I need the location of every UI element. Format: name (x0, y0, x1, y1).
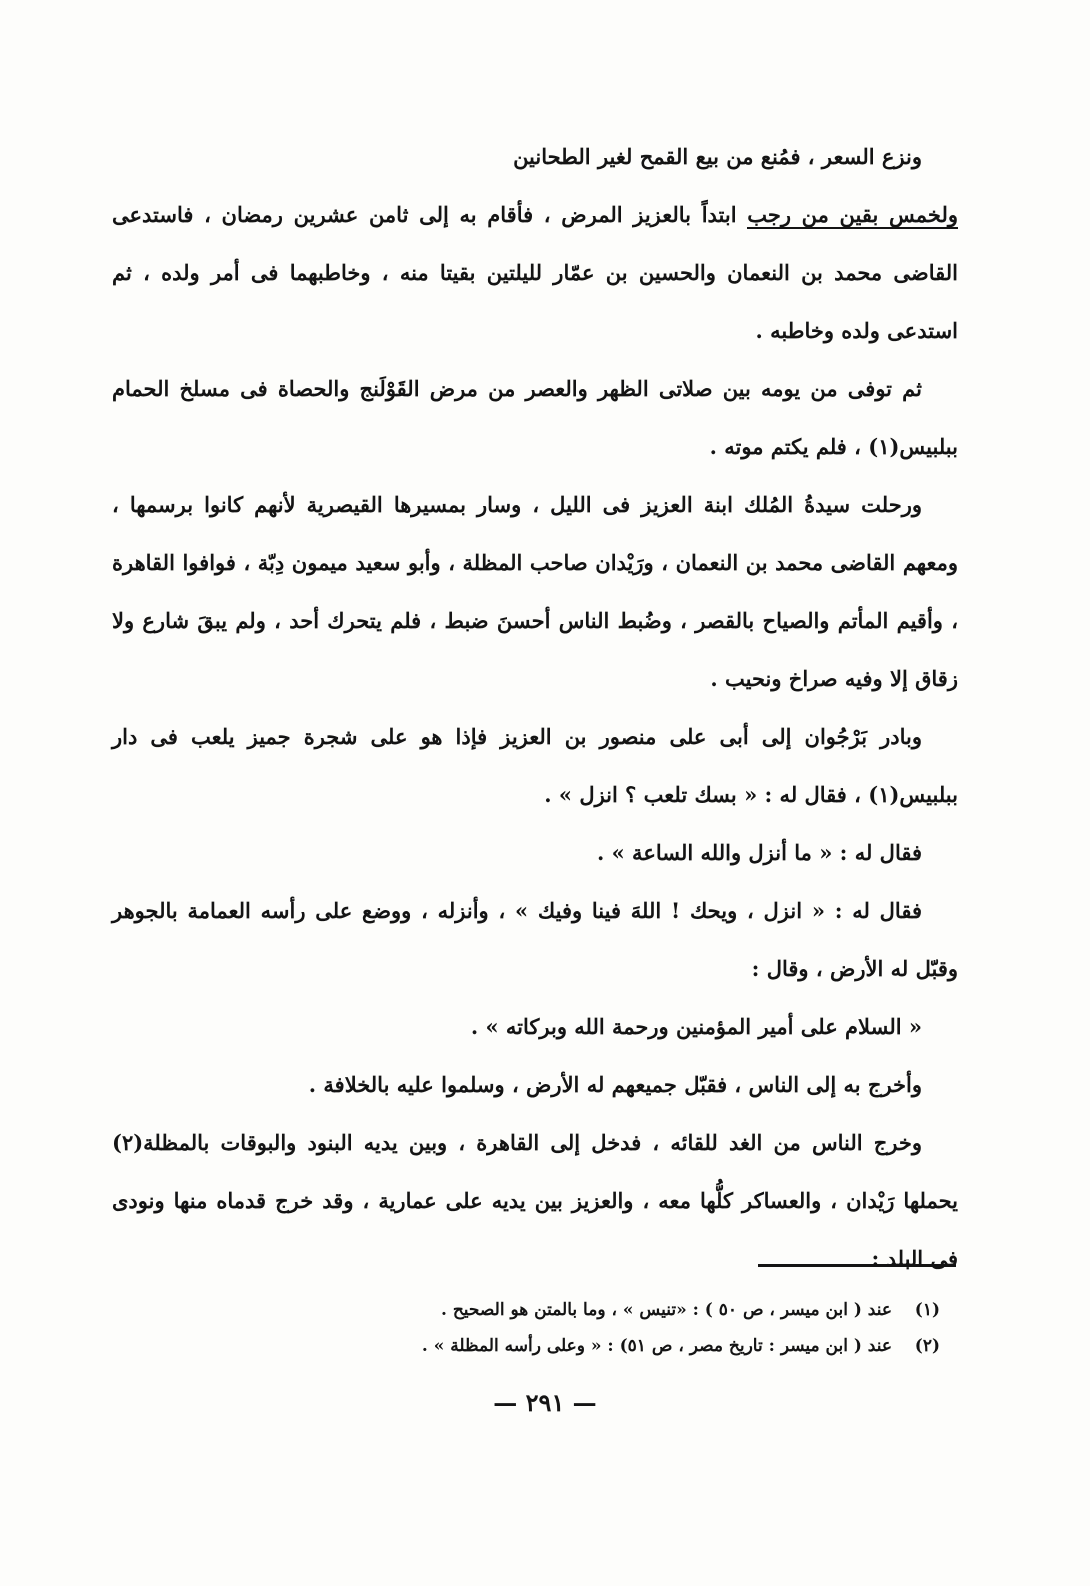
underlined-phrase: ولخمس بقين من رجب (747, 202, 958, 227)
footnote-number: (٢) (914, 1336, 940, 1356)
page-number: — ٢٩١ — (493, 1388, 597, 1417)
paragraph-2 (112, 186, 958, 360)
footnote-separator (758, 1264, 956, 1267)
paragraph-5: وبادر بَرْجُوان إلى أبى على منصور بن العزيز فإذا هو على شجرة جميز يلعب فى دار ببلبيس(١) ، فقال له : « بسك تلعب ؟ انزل » . (112, 724, 958, 807)
paragraph-6: فقال له : « ما أنزل والله الساعة » . (597, 840, 922, 865)
paragraph-8: « السلام على أمير المؤمنين ورحمة الله وبركاته » . (470, 1014, 922, 1039)
paragraph-4: ورحلت سيدةُ المُلك ابنة العزيز فى الليل ، وسار بمسيرها القيصرية لأنهم كانوا برسمها ، ومعهم القاضى محمد بن النعمان ، ورَيْدان صاحب المظلة ، وأبو سعيد ميمون دِبّة ، فوافوا القاهرة ، وأقيم المأتم والصياح بالقصر ، وضُبط الناس أحسنَ ضبط ، فلم يتحرك أحد ، ولم يبقَ شارع ولا زقاق إلا وفيه صراخ ونحيب . (112, 492, 958, 691)
paragraph-3: ثم توفى من يومه بين صلاتى الظهر والعصر من مرض القَوْلَنج والحصاة فى مسلخ الحمام ببلبيس(١) ، فلم يكتم موته . (112, 376, 958, 459)
footnote-2 (260, 1328, 940, 1364)
paragraph-7: فقال له : « انزل ، ويحك ! اللهَ فينا وفيك » ، وأنزله ، ووضع على رأسه العمامة بالجوهر وقبّل له الأرض ، وقال : (112, 898, 958, 981)
main-text (112, 128, 958, 1288)
footnote-number: (١) (914, 1300, 940, 1320)
footnote-text: عند ( ابن ميسر ، ص ٥٠ ) : «تنيس » ، وما بالمتن هو الصحيح . (440, 1300, 892, 1320)
footnote-text: عند ( ابن ميسر : تاريخ مصر ، ص ٥١) : « وعلى رأسه المظلة » . (421, 1336, 892, 1356)
paragraph-1: ونزع السعر ، فمُنع من بيع القمح لغير الطحانين (513, 144, 922, 169)
footnote-1 (260, 1292, 940, 1328)
paragraph-2-text: ابتداً بالعزيز المرض ، فأقام به إلى ثامن عشرين رمضان ، فاستدعى القاضى محمد بن النعمان والحسين بن عمّار لليلتين بقيتا منه ، وخاطبهما فى أمر ولده ، ثم استدعى ولده وخاطبه . (112, 202, 958, 343)
footnotes (260, 1292, 940, 1364)
paragraph-9: وأخرج به إلى الناس ، فقبّل جميعهم له الأرض ، وسلموا عليه بالخلافة . (308, 1072, 922, 1097)
paragraph-10: وخرج الناس من الغد للقائه ، فدخل إلى القاهرة ، وبين يديه البنود والبوقات بالمظلة(٢) يحملها رَيْدان ، والعساكر كلُّها معه ، والعزيز بين يديه على عمارية ، وقد خرج قدماه منها ونودى فى البلد : (112, 1130, 958, 1271)
